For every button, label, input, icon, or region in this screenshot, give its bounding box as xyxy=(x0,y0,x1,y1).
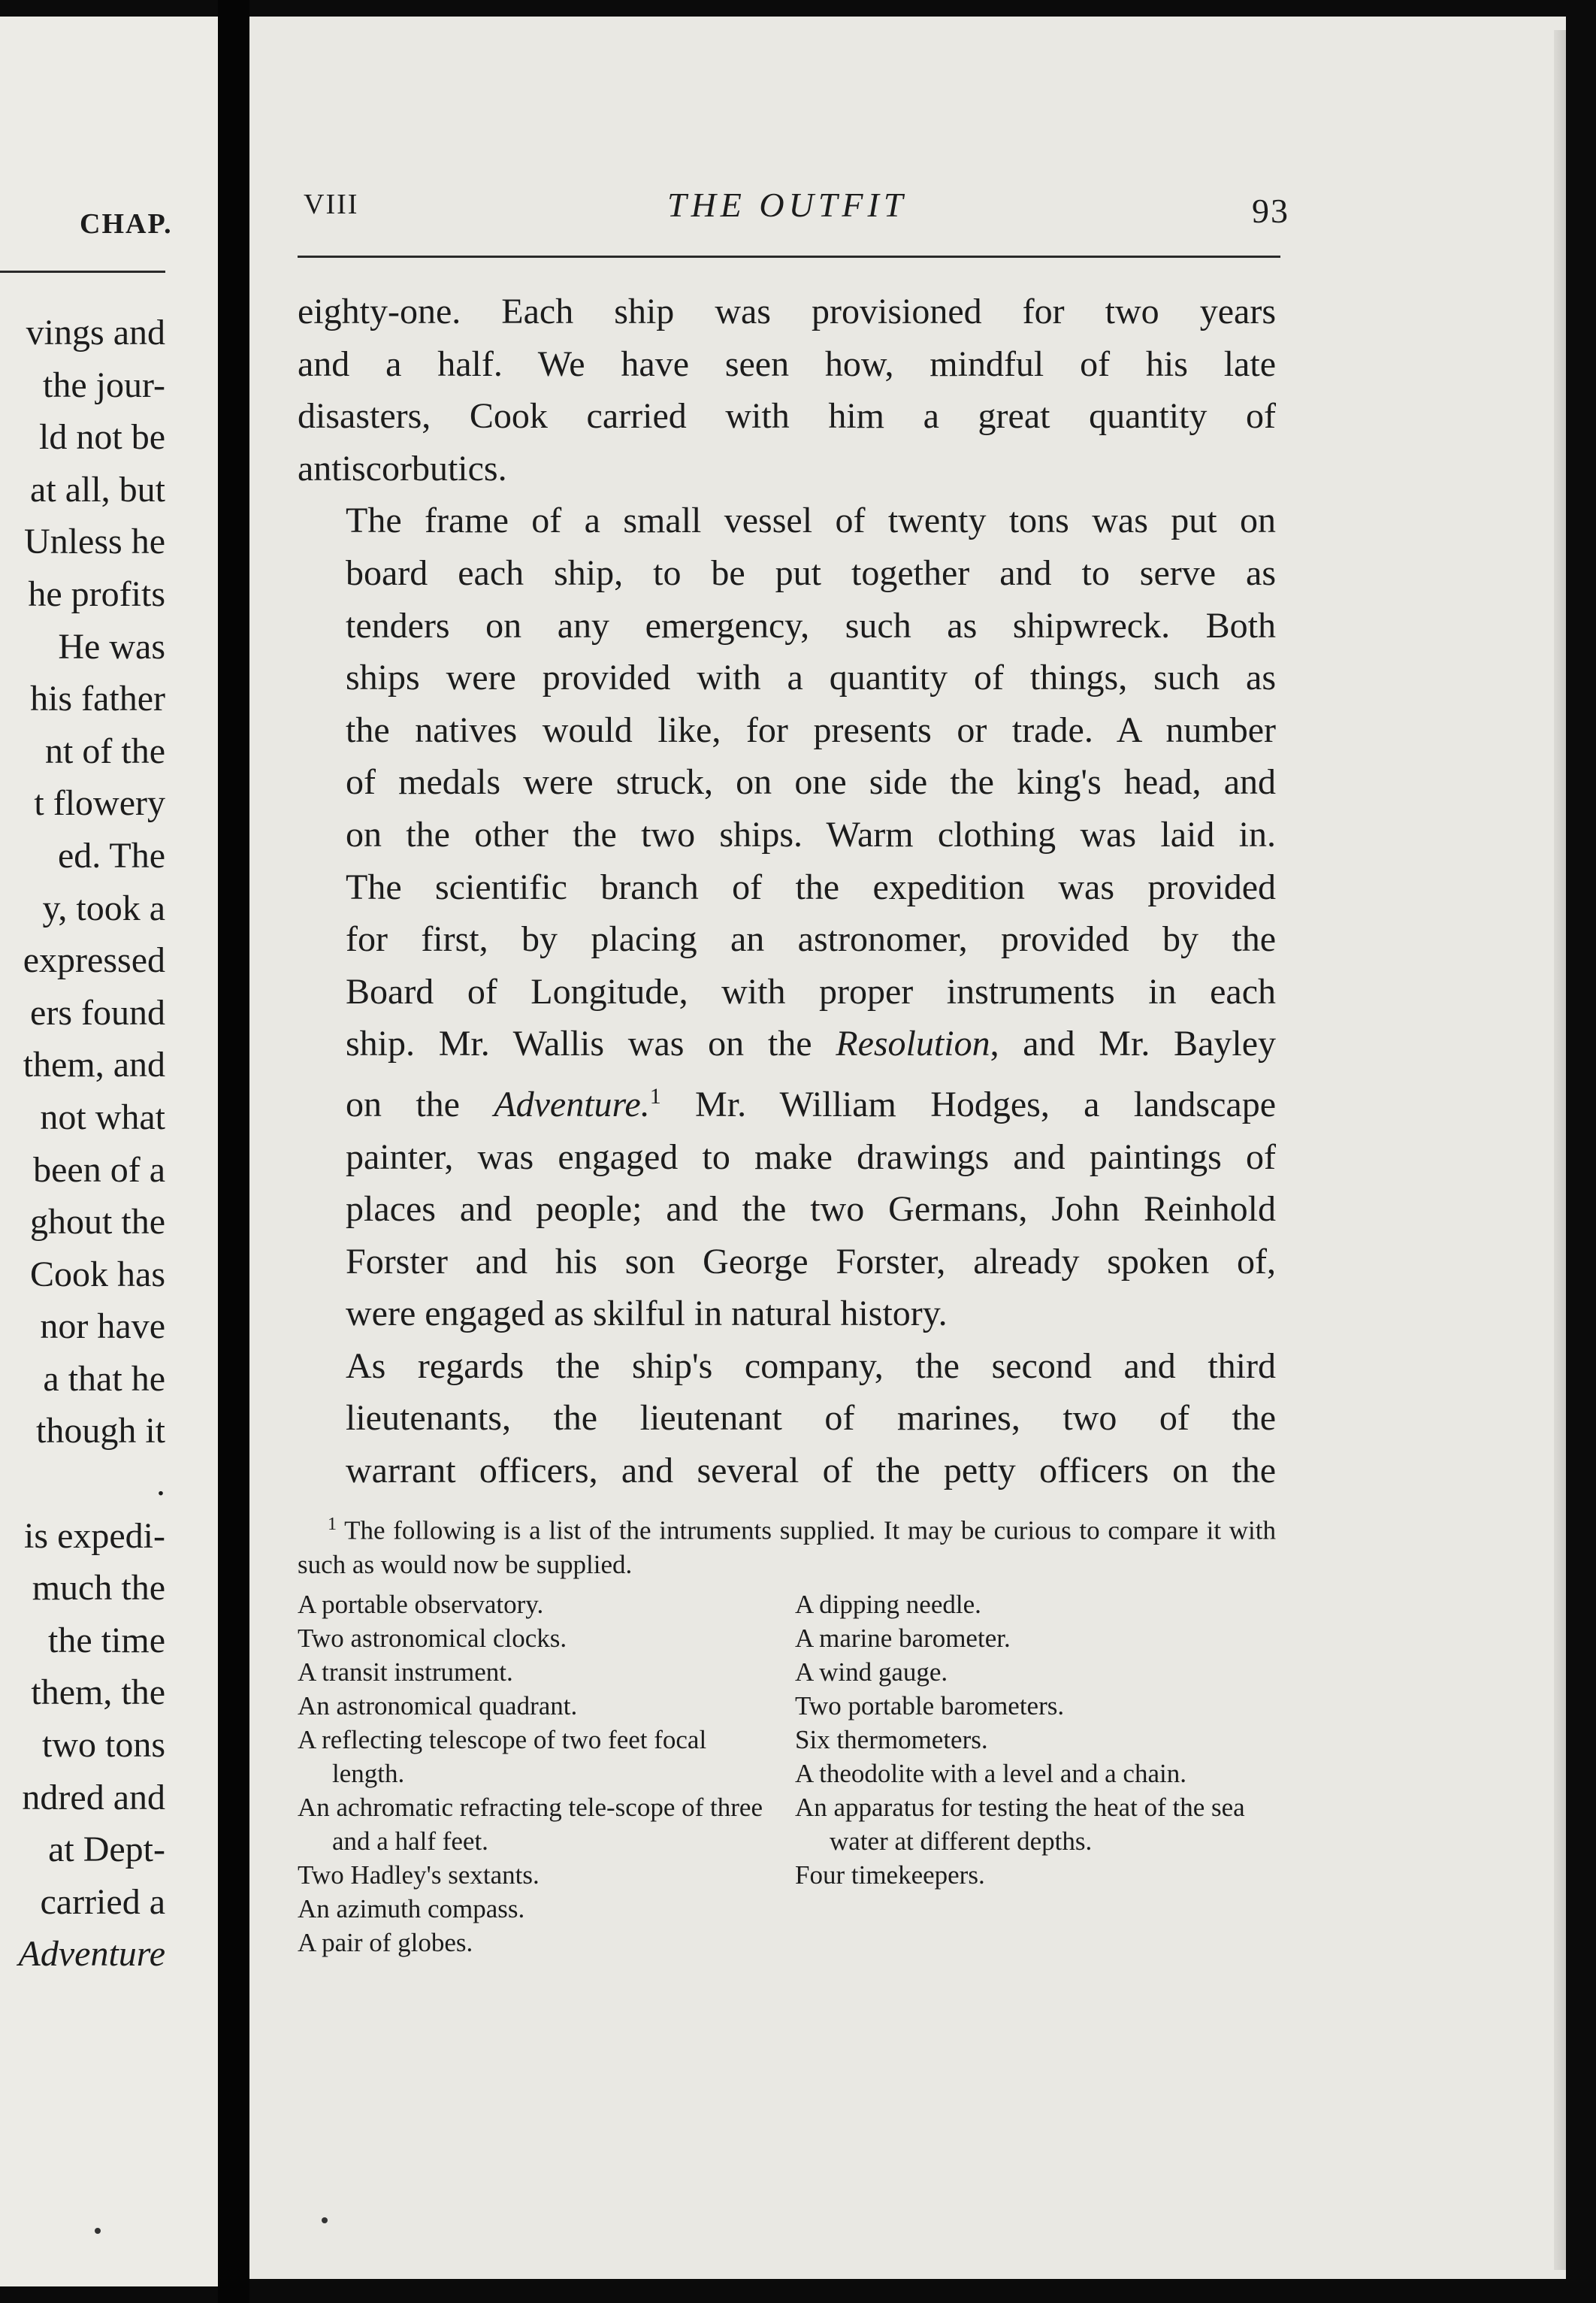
footnote-intro xyxy=(298,1508,1276,1581)
left-page-line: ld not be xyxy=(39,417,165,458)
left-page-line: not what xyxy=(40,1097,165,1137)
instrument-item: A pair of globes. xyxy=(298,1927,473,1957)
text-line xyxy=(298,861,1276,914)
text-line xyxy=(298,966,1276,1018)
text-line xyxy=(298,809,1276,861)
left-page-line: . xyxy=(156,1463,165,1504)
instrument-item: An astronomical quadrant. xyxy=(298,1690,578,1720)
left-page-line: them, the xyxy=(31,1672,165,1713)
instrument-item: Two Hadley's sextants. xyxy=(298,1860,540,1890)
text-line xyxy=(298,1288,1276,1340)
instrument-item: Two astronomical clocks. xyxy=(298,1623,567,1653)
text-line xyxy=(298,1236,1276,1288)
footnote xyxy=(298,1508,1276,1960)
ship-name-resolution: Resolution xyxy=(836,1024,990,1064)
left-page-line: ed. The xyxy=(57,835,165,876)
header-rule xyxy=(298,256,1280,258)
text-line-content: painter, was engaged to make drawings and paintings of xyxy=(346,1136,1276,1177)
book-gutter xyxy=(218,0,249,2303)
instrument-list-left xyxy=(298,1587,778,1960)
text-line-content: were engaged as skilful in natural history. xyxy=(346,1294,948,1334)
left-page-line: is expedi- xyxy=(24,1515,165,1556)
text-line-content: As regards the ship's company, the second and third xyxy=(346,1345,1276,1386)
text-line-content: warrant officers, and several of the petty officers on the xyxy=(346,1451,1276,1491)
instrument-item: Two portable barometers. xyxy=(795,1690,1065,1720)
left-page-text xyxy=(0,307,165,1981)
left-page-line: the jour- xyxy=(43,365,165,405)
text-line-content: Forster and his son George Forster, already spoken of, xyxy=(346,1241,1276,1282)
left-header-rule xyxy=(0,271,165,273)
left-page-line: t flowery xyxy=(34,783,165,824)
text-line-content: disasters, Cook carried with him a great quantity of xyxy=(298,396,1276,437)
text-line xyxy=(298,286,1276,338)
left-page-line: He was xyxy=(58,626,165,667)
left-page-line: much the xyxy=(32,1568,165,1608)
left-running-head: CHAP. xyxy=(80,208,173,240)
text-line xyxy=(298,652,1276,704)
text-line-content: ship. Mr. Wallis was on the xyxy=(346,1024,836,1064)
text-line xyxy=(298,704,1276,757)
text-line-content: and a half. We have seen how, mindful of his late xyxy=(298,343,1276,384)
instrument-item: An azimuth compass. xyxy=(298,1893,525,1923)
text-line xyxy=(298,495,1276,547)
left-page-line: vings and xyxy=(26,313,165,353)
left-page-line: at all, but xyxy=(30,469,165,510)
instrument-list xyxy=(298,1587,1276,1960)
left-page-line: Cook has xyxy=(30,1254,165,1294)
text-fragment: Mr. William Hodges, a landscape xyxy=(660,1084,1276,1124)
text-line-content: lieutenants, the lieutenant of marines, two of the xyxy=(346,1398,1276,1439)
left-page-line: two tons xyxy=(41,1725,165,1766)
text-line xyxy=(298,1131,1276,1184)
page-number: 93 xyxy=(1252,192,1289,230)
instrument-item: Four timekeepers. xyxy=(795,1860,985,1890)
left-page-line: carried a xyxy=(40,1881,165,1922)
footnote-reference: 1 xyxy=(649,1083,661,1109)
instrument-item: A transit instrument. xyxy=(298,1657,513,1687)
text-line-content: on the other the two ships. Warm clothing was laid in. xyxy=(346,814,1276,855)
left-page-line: Unless he xyxy=(24,522,165,562)
instrument-item: A portable observatory. xyxy=(298,1589,544,1619)
instrument-item: Six thermometers. xyxy=(795,1724,988,1754)
instrument-item: A theodolite with a level and a chain. xyxy=(795,1758,1186,1788)
left-page-line: been of a xyxy=(33,1149,165,1190)
text-line xyxy=(298,1392,1276,1445)
left-page-line: y, took a xyxy=(42,888,165,928)
text-line xyxy=(298,1070,1276,1131)
text-line xyxy=(298,547,1276,600)
left-page-line: Adventure xyxy=(18,1934,165,1975)
footnote-intro-text: The following is a list of the intruments supplied. It may be curious to compare it with such as would now be supplied. xyxy=(298,1515,1276,1579)
text-line xyxy=(298,756,1276,809)
left-page-line: ghout the xyxy=(30,1202,165,1242)
text-line-content: ships were provided with a quantity of things, such as xyxy=(346,658,1276,698)
text-line-content: places and people; and the two Germans, John Reinhold xyxy=(346,1189,1276,1230)
text-line xyxy=(298,913,1276,966)
instrument-item: An achromatic refracting tele-scope of three and a half feet. xyxy=(298,1792,763,1856)
text-line xyxy=(298,390,1276,443)
left-page-line: ers found xyxy=(30,992,165,1033)
left-page-speck xyxy=(95,2228,101,2234)
left-page xyxy=(0,17,218,2286)
text-line xyxy=(298,1018,1276,1070)
text-line xyxy=(298,443,1276,495)
left-page-line: the time xyxy=(48,1620,165,1660)
left-page-line: ndred and xyxy=(22,1777,165,1817)
left-page-line: expressed xyxy=(23,940,165,981)
instrument-item: A marine barometer. xyxy=(795,1623,1011,1653)
left-page-line: nor have xyxy=(40,1306,165,1347)
text-line-content: Board of Longitude, with proper instruments in each xyxy=(346,971,1276,1012)
left-page-line: at Dept- xyxy=(48,1829,165,1870)
text-line xyxy=(298,600,1276,652)
text-line-content: the natives would like, for presents or trade. A number xyxy=(346,710,1276,750)
text-line xyxy=(298,338,1276,391)
left-page-line: nt of the xyxy=(45,731,165,771)
left-page-line: he profits xyxy=(28,573,165,614)
ship-name-adventure: Adventure. xyxy=(494,1084,650,1124)
paragraph-1 xyxy=(298,286,1276,495)
left-page-line: though it xyxy=(35,1411,165,1451)
text-fragment: , and Mr. Bayley xyxy=(990,1024,1277,1064)
instrument-item: An apparatus for testing the heat of the sea water at different depths. xyxy=(795,1792,1245,1856)
footnote-mark: 1 xyxy=(328,1515,337,1534)
text-line-content: antiscorbutics. xyxy=(298,448,507,489)
text-line-content: eighty-one. Each ship was provisioned for two years xyxy=(298,292,1276,331)
text-line xyxy=(298,1183,1276,1236)
instrument-list-right xyxy=(795,1587,1276,1960)
running-title: THE OUTFIT xyxy=(667,186,908,224)
page-speck xyxy=(322,2217,328,2223)
left-page-line: a that he xyxy=(43,1358,165,1399)
body-text xyxy=(298,286,1276,1497)
page-edge-shadow xyxy=(1554,30,1566,2270)
instrument-item: A reflecting telescope of two feet focal length. xyxy=(298,1724,707,1788)
left-page-line: his father xyxy=(30,679,165,719)
text-line xyxy=(298,1445,1276,1497)
paragraph-2 xyxy=(298,495,1276,861)
paragraph-3 xyxy=(298,861,1276,1340)
text-line-content: on the xyxy=(346,1084,494,1124)
chapter-numeral: VIII xyxy=(304,189,359,220)
left-page-line: them, and xyxy=(23,1045,165,1085)
text-line-content: The scientific branch of the expedition was provided xyxy=(346,867,1276,907)
text-line xyxy=(298,1340,1276,1393)
text-line-content: of medals were struck, on one side the king's head, and xyxy=(346,762,1276,803)
text-line-content: for first, by placing an astronomer, provided by the xyxy=(346,919,1276,960)
text-line-content: tenders on any emergency, such as shipwreck. Both xyxy=(346,605,1276,646)
paragraph-4 xyxy=(298,1340,1276,1497)
text-line-content: The frame of a small vessel of twenty tons was put on xyxy=(346,501,1276,541)
instrument-item: A wind gauge. xyxy=(795,1657,948,1687)
instrument-item: A dipping needle. xyxy=(795,1589,981,1619)
text-line-content: board each ship, to be put together and to serve as xyxy=(346,552,1276,593)
